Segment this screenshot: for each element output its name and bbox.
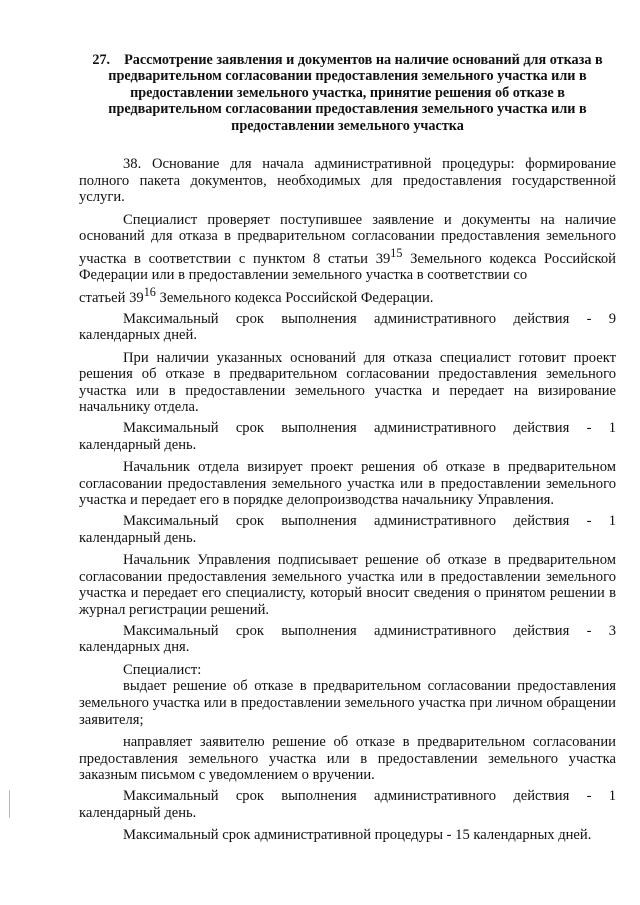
article-superscript: 15: [390, 246, 403, 260]
scan-margin-mark: [9, 790, 10, 818]
article-superscript: 16: [143, 285, 156, 300]
section-title: Рассмотрение заявления и документов на наличие оснований для отказа в предварительном согласовании предоставления земельного участка или в предоставлении земельного участка, принятие решения об отказе в предварительном согласовании предоставления земельного участка или в предоставлении земельного участка: [108, 52, 603, 134]
paragraph-term-1-day: Максимальный срок выполнения административного действия - 1 календарный день.: [79, 513, 616, 546]
paragraph-article-ref: [79, 284, 616, 306]
paragraph-head-of-administration: Начальник Управления подписывает решение об отказе в предварительном согласовании предоставления земельного участка или в предоставлении земельного участка и передает его специалисту, который вносит сведения о принятом решении в журнал регистрации решений.: [79, 552, 616, 618]
paragraph-total-term: Максимальный срок административной процедуры - 15 календарных дней.: [123, 827, 592, 844]
section-number: 27.: [92, 52, 111, 68]
paragraph-text: Специалист проверяет поступившее заявление и документы на наличие оснований для отказа в предварительном согласовании предоставления земельного участка в соответствии с пунктом 8 статьи 39: [79, 211, 616, 267]
paragraph-specialist-check: [79, 212, 616, 284]
paragraph-term-1-day: Максимальный срок выполнения административного действия - 1 календарный день.: [79, 787, 616, 821]
paragraph-text: Земельного кодекса Российской Федерации или в предоставлении земельного участка в соответствии со: [79, 250, 616, 284]
paragraph-term-9-days: Максимальный срок выполнения административного действия - 9 календарных дней.: [79, 310, 616, 344]
paragraph-term-3-days: Максимальный срок выполнения административного действия - 3 календарных дня.: [79, 622, 616, 656]
paragraph-text: статьей 39: [79, 289, 144, 306]
section-heading: [79, 52, 616, 134]
paragraph-text: Земельного кодекса Российской Федерации.: [155, 289, 434, 306]
paragraph-issue-decision: выдает решение об отказе в предварительном согласовании предоставления земельного участка или в предоставлении земельного участка при личном обращении заявителя;: [79, 678, 616, 728]
paragraph-specialist: Специалист:: [123, 661, 202, 678]
paragraph-send-decision: направляет заявителю решение об отказе в предварительном согласовании предоставления земельного участка или в предоставлении земельного участка заказным письмом с уведомлением о вручении.: [79, 734, 616, 784]
paragraph-head-of-department: Начальник отдела визирует проект решения об отказе в предварительном согласовании предоставления земельного участка или в предоставлении земельного участка и передает его в порядке делопроизводства начальнику Управления.: [79, 459, 616, 509]
paragraph-38-basis: 38. Основание для начала административной процедуры: формирование полного пакета документов, необходимых для предоставления государственной услуги.: [79, 156, 616, 206]
paragraph-draft-decision: При наличии указанных оснований для отказа специалист готовит проект решения об отказе в предварительном согласовании предоставления земельного участка или в предоставлении земельного участка и передает на визирование начальнику отдела.: [79, 349, 616, 416]
paragraph-term-1-day: Максимальный срок выполнения административного действия - 1 календарный день.: [79, 420, 616, 453]
document-body: [79, 156, 616, 844]
